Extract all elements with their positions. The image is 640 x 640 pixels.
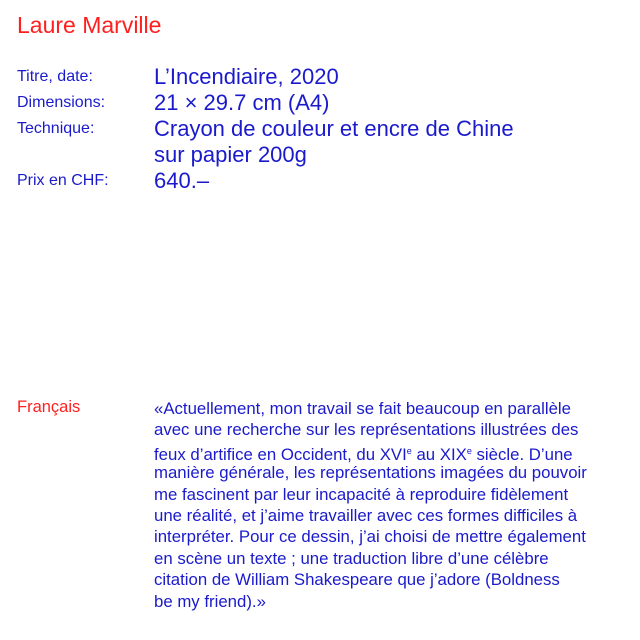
text-line: manière générale, les représentations imagées du pouvoir	[154, 463, 587, 483]
text-segment: siècle. D’une	[471, 444, 573, 464]
artist-name: Laure Marville	[17, 12, 162, 38]
text-line: en scène un texte ; une traduction libre d’une célèbre	[154, 548, 549, 568]
detail-label: Dimensions:	[17, 94, 106, 111]
text-line: me fascinent par leur incapacité à reproduire fidèlement	[154, 484, 569, 504]
detail-value: 21 × 29.7 cm (A4)	[154, 90, 330, 115]
superscript: e	[406, 445, 412, 456]
text-line: une réalité, et j’aime travailler avec ces formes difficiles à	[154, 505, 578, 525]
text-line: interpréter. Pour ce dessin, j’ai choisi de mettre également	[154, 527, 586, 547]
detail-value: 640.–	[154, 168, 210, 193]
superscript: e	[466, 445, 472, 456]
detail-label: Technique:	[17, 120, 95, 137]
text-line: «Actuellement, mon travail se fait beaucoup en parallèle	[154, 399, 571, 418]
text-line: be my friend).»	[154, 591, 266, 611]
text-line: citation de William Shakespeare que j’adore (Boldness	[154, 570, 560, 590]
detail-value-line: Crayon de couleur et encre de Chine	[154, 116, 514, 141]
text-line	[154, 441, 587, 462]
detail-label: Prix en CHF:	[17, 172, 109, 189]
text-segment: au XIX	[411, 444, 467, 464]
detail-value: L’Incendiaire, 2020	[154, 64, 339, 89]
detail-label: Titre, date:	[17, 68, 93, 85]
description-text	[154, 398, 587, 612]
language-label: Français	[17, 398, 81, 416]
detail-value-line: sur papier 200g	[154, 141, 307, 167]
detail-value	[154, 116, 514, 167]
text-line: avec une recherche sur les représentations illustrées des	[154, 420, 579, 440]
text-segment: feux d’artifice en Occident, du XVI	[154, 444, 407, 464]
